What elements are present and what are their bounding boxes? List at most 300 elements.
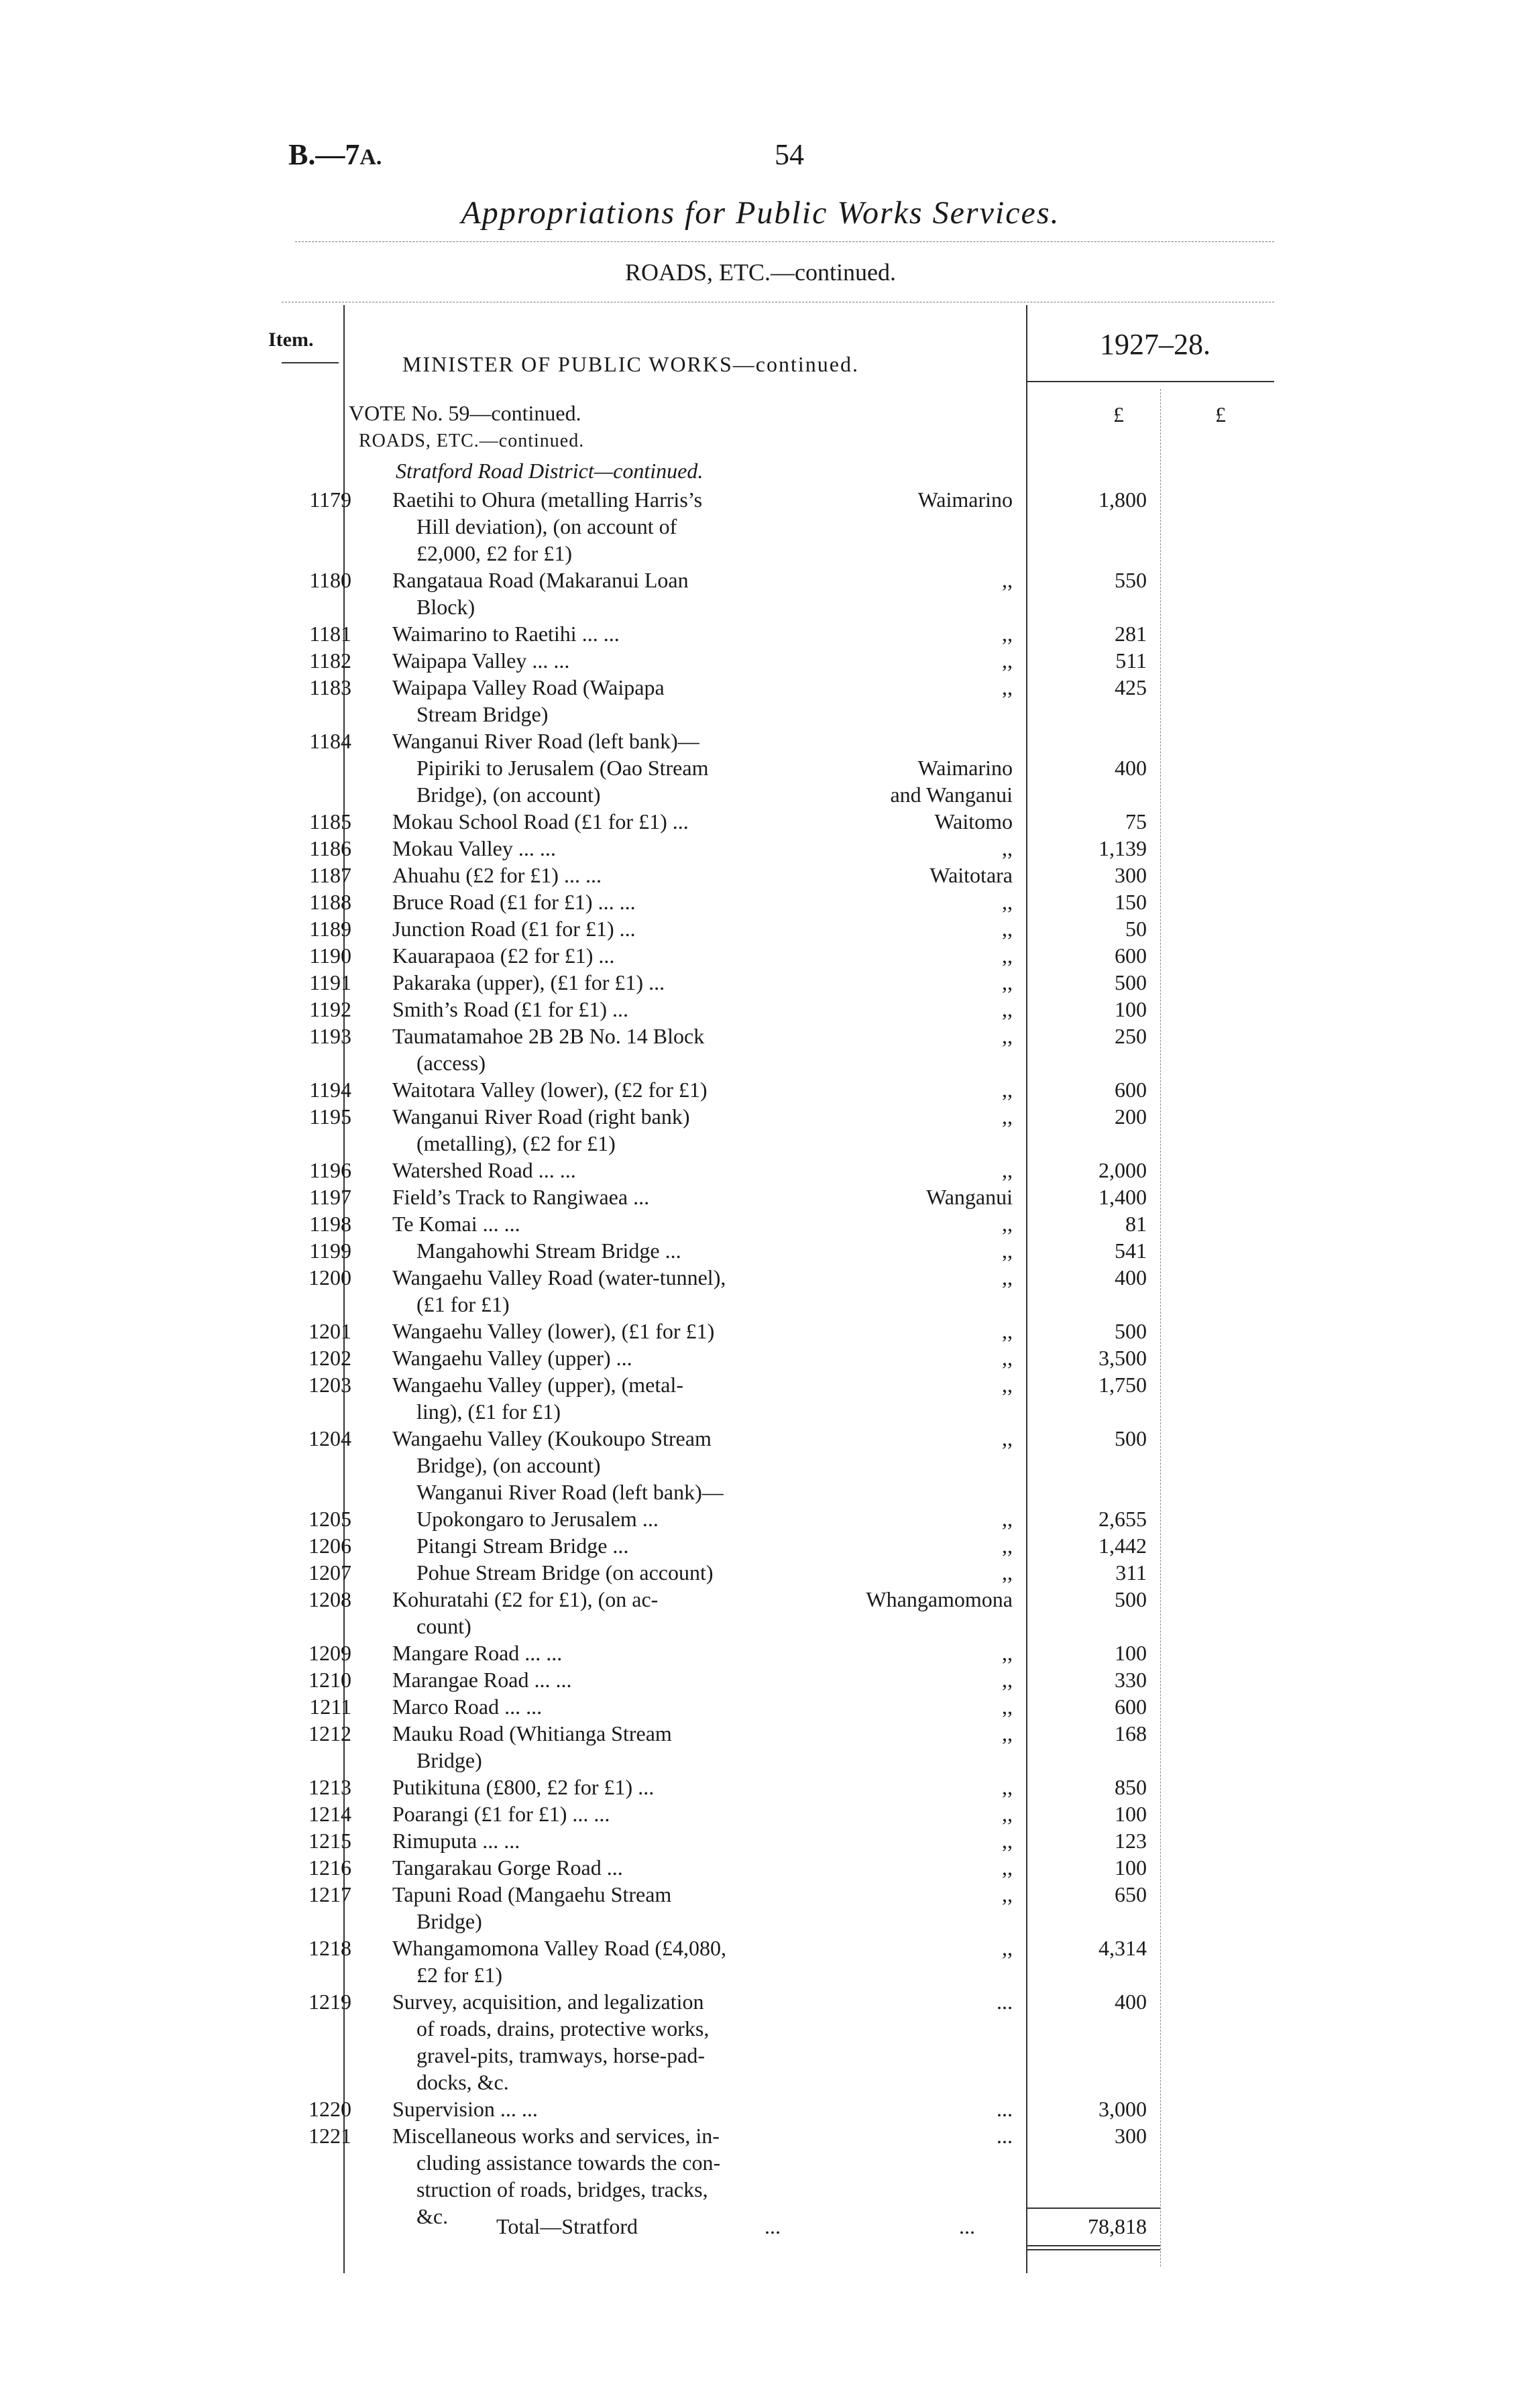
description-line: £2,000, £2 for £1)	[416, 541, 572, 565]
electoral-district	[845, 620, 1013, 647]
item-number: 1212	[308, 1721, 351, 1745]
electoral-district	[845, 888, 1013, 915]
district-line: ,,	[1002, 1695, 1013, 1719]
amount: 200	[1115, 1104, 1147, 1129]
electoral-district	[845, 1184, 1013, 1210]
electoral-district	[845, 996, 1013, 1023]
item-number: 1220	[308, 2097, 351, 2121]
item-number: 1181	[309, 622, 351, 646]
amount: 850	[1115, 1775, 1147, 1799]
amount: 500	[1115, 1587, 1147, 1611]
total-double-rule	[1026, 2249, 1160, 2250]
amount: 1,800	[1098, 488, 1147, 512]
description-line: Putikituna (£800, £2 for £1) ...	[392, 1775, 655, 1799]
item-number: 1214	[308, 1802, 351, 1826]
description-line: (metalling), (£2 for £1)	[416, 1131, 616, 1155]
description-line: Block)	[416, 595, 475, 619]
document-code-suffix: A.	[359, 145, 382, 170]
description-line: Mauku Road (Whitianga Stream	[392, 1721, 672, 1745]
item-number: 1182	[309, 648, 351, 673]
item-description	[392, 835, 842, 862]
description-line: Bruce Road (£1 for £1) ... ...	[392, 890, 636, 914]
item-number: 1183	[309, 675, 351, 699]
electoral-district	[845, 862, 1013, 888]
item-description	[392, 1076, 842, 1103]
item-number: 1202	[308, 1346, 351, 1370]
item-description	[392, 2096, 842, 2122]
description-line: (£1 for £1)	[416, 1292, 510, 1316]
description-line: Pipiriki to Jerusalem (Oao Stream	[416, 756, 709, 780]
item-description	[392, 1505, 842, 1532]
electoral-district	[845, 2096, 1013, 2122]
amount: 3,500	[1098, 1346, 1147, 1370]
district-line: Whangamomona	[866, 1587, 1013, 1611]
district-line: ,,	[1002, 890, 1013, 914]
description-line: Junction Road (£1 for £1) ...	[392, 917, 636, 941]
item-number: 1188	[309, 890, 351, 914]
district-line: ,,	[1002, 1560, 1013, 1585]
district-line: Waimarino	[917, 756, 1013, 780]
district-line: ,,	[1002, 943, 1013, 968]
electoral-district	[845, 567, 1013, 593]
item-description	[392, 915, 842, 942]
district-line: ,,	[1002, 622, 1013, 646]
description-line: £2 for £1)	[416, 1963, 502, 1987]
item-number: 1179	[309, 488, 351, 512]
amount: 123	[1115, 1829, 1147, 1853]
electoral-district	[845, 1210, 1013, 1237]
electoral-district	[845, 969, 1013, 996]
district-line: ,,	[1002, 675, 1013, 699]
vote-heading: VOTE No. 59—continued.	[349, 401, 581, 425]
description-line: Tapuni Road (Mangaehu Stream	[392, 1882, 672, 1906]
item-number: 1221	[308, 2124, 351, 2148]
amount: 1,139	[1098, 836, 1147, 860]
electoral-district	[845, 1666, 1013, 1693]
district-line: ,,	[1002, 1158, 1013, 1182]
amount: 600	[1115, 1078, 1147, 1102]
description-line: Taumatamahoe 2B 2B No. 14 Block	[392, 1024, 705, 1048]
description-line: Rimuputa ... ...	[392, 1829, 520, 1853]
district-line: and Wanganui	[890, 783, 1013, 807]
description-line: Upokongaro to Jerusalem ...	[416, 1507, 659, 1531]
amount: 3,000	[1098, 2097, 1147, 2121]
item-description	[392, 1264, 842, 1318]
amount: 500	[1115, 1319, 1147, 1343]
item-description	[392, 1640, 842, 1666]
item-description	[392, 567, 842, 620]
description-line: of roads, drains, protective works,	[416, 2016, 710, 2041]
item-description	[392, 620, 842, 647]
amount: 75	[1125, 809, 1147, 834]
item-description	[392, 1774, 842, 1800]
item-description	[392, 1827, 842, 1854]
item-number: 1187	[309, 863, 351, 887]
item-number: 1205	[308, 1507, 351, 1531]
description-line: count)	[416, 1614, 471, 1638]
item-description	[392, 1559, 842, 1586]
district-line: ,,	[1002, 1507, 1013, 1531]
total-amount: 78,818	[1088, 2214, 1147, 2238]
description-line: Bridge)	[416, 1748, 482, 1772]
electoral-district	[845, 1935, 1013, 1961]
description-line: Survey, acquisition, and legalization	[392, 1990, 704, 2014]
electoral-district	[845, 1371, 1013, 1398]
item-description	[392, 1157, 842, 1184]
item-description	[392, 1237, 842, 1264]
district-line: ,,	[1002, 1721, 1013, 1745]
total-leader-2: ...	[959, 2214, 975, 2238]
electoral-district	[845, 808, 1013, 835]
description-line: Bridge)	[416, 1909, 482, 1933]
item-description	[392, 862, 842, 888]
amount: 1,400	[1098, 1185, 1147, 1209]
description-line: Smith’s Road (£1 for £1) ...	[392, 997, 628, 1021]
district-line: ,,	[1002, 568, 1013, 592]
electoral-district	[845, 1559, 1013, 1586]
electoral-district	[845, 1532, 1013, 1559]
item-number: 1185	[309, 809, 351, 834]
amount: 281	[1115, 622, 1147, 646]
item-description	[392, 888, 842, 915]
item-description	[392, 1318, 842, 1344]
item-number: 1217	[308, 1882, 351, 1906]
electoral-district	[845, 1425, 1013, 1452]
item-number: 1211	[309, 1695, 351, 1719]
amount: 4,314	[1098, 1936, 1147, 1960]
item-description	[392, 942, 842, 969]
year-column-heading: 1927–28.	[1100, 328, 1210, 361]
description-line: Waipapa Valley Road (Waipapa	[392, 675, 665, 699]
district-line: ,,	[1002, 997, 1013, 1021]
amount: 168	[1115, 1721, 1147, 1745]
description-line: Mangahowhi Stream Bridge ...	[416, 1239, 681, 1263]
description-line: Pakaraka (upper), (£1 for £1) ...	[392, 970, 665, 994]
amount: 311	[1115, 1560, 1147, 1585]
total-leader-1: ...	[765, 2214, 781, 2238]
district-line: Wanganui	[926, 1185, 1013, 1209]
page-number: 54	[775, 138, 804, 171]
description-line: Kohuratahi (£2 for £1), (on ac-	[392, 1587, 659, 1611]
item-number: 1210	[308, 1668, 351, 1692]
amount: 100	[1115, 1802, 1147, 1826]
document-code-main: B.—7	[288, 138, 360, 171]
item-number: 1186	[309, 836, 351, 860]
electoral-district	[845, 1693, 1013, 1720]
item-number: 1191	[309, 970, 351, 994]
district-line	[845, 728, 1013, 754]
description-line: Supervision ... ...	[392, 2097, 538, 2121]
amount: 500	[1115, 1426, 1147, 1450]
item-number: 1197	[309, 1185, 351, 1209]
electoral-district	[845, 1988, 1013, 2015]
item-number: 1206	[308, 1534, 351, 1558]
total-label: Total—Stratford	[496, 2214, 638, 2238]
item-description	[392, 808, 842, 835]
description-line: Pitangi Stream Bridge ...	[416, 1534, 629, 1558]
district-line: ,,	[1002, 1534, 1013, 1558]
description-line: Waimarino to Raetihi ... ...	[392, 622, 620, 646]
roads-heading: ROADS, ETC.—continued.	[359, 431, 585, 451]
item-number: 1180	[309, 568, 351, 592]
amount: 330	[1115, 1668, 1147, 1692]
electoral-district	[845, 1344, 1013, 1371]
district-line: ,,	[1002, 1346, 1013, 1370]
district-line: ,,	[1002, 1239, 1013, 1263]
description-line: struction of roads, bridges, tracks,	[416, 2177, 708, 2201]
district-line: ,,	[1002, 1265, 1013, 1289]
district-line: ...	[997, 1990, 1013, 2014]
amount: 400	[1115, 1265, 1147, 1289]
description-line: Mokau School Road (£1 for £1) ...	[392, 809, 689, 834]
amount: 500	[1115, 970, 1147, 994]
electoral-district	[845, 1103, 1013, 1130]
item-description	[392, 1023, 842, 1076]
district-line: Waitotara	[929, 863, 1013, 887]
item-number: 1219	[308, 1990, 351, 2014]
amount: 81	[1125, 1212, 1147, 1236]
electoral-district	[845, 1827, 1013, 1854]
district-line: ,,	[1002, 970, 1013, 994]
item-number: 1194	[309, 1078, 351, 1102]
item-number: 1208	[308, 1587, 351, 1611]
amount: 100	[1115, 1641, 1147, 1665]
description-line: Wangaehu Valley (Koukoupo Stream	[392, 1426, 712, 1450]
item-number: 1192	[309, 997, 351, 1021]
description-line: (access)	[416, 1051, 486, 1075]
electoral-district	[845, 1318, 1013, 1344]
description-line: Mangare Road ... ...	[392, 1641, 563, 1665]
electoral-district	[845, 915, 1013, 942]
description-line: Hill deviation), (on account of	[416, 514, 677, 538]
minister-heading: MINISTER OF PUBLIC WORKS—continued.	[402, 352, 859, 376]
description-line: Rangataua Road (Makaranui Loan	[392, 568, 689, 592]
district-line: ,,	[1002, 1802, 1013, 1826]
item-description	[392, 1425, 842, 1505]
amount: 1,750	[1098, 1373, 1147, 1397]
description-line: Bridge), (on account)	[416, 1453, 601, 1477]
electoral-district	[845, 1720, 1013, 1747]
item-description	[392, 1210, 842, 1237]
district-line: ,,	[1002, 1078, 1013, 1102]
description-line: Wanganui River Road (left bank)—	[392, 729, 699, 753]
description-line: Ahuahu (£2 for £1) ... ...	[392, 863, 602, 887]
electoral-district	[845, 1854, 1013, 1881]
electoral-district	[845, 486, 1013, 513]
item-number: 1198	[309, 1212, 351, 1236]
district-line: ,,	[1002, 1668, 1013, 1692]
district-line: ,,	[1002, 1775, 1013, 1799]
description-line: Wangaehu Valley Road (water-tunnel),	[392, 1265, 726, 1289]
district-line: ,,	[1002, 1882, 1013, 1906]
amount: 541	[1115, 1239, 1147, 1263]
item-number: 1193	[309, 1024, 351, 1048]
electoral-district	[845, 1264, 1013, 1291]
district-line: ,,	[1002, 1024, 1013, 1048]
description-line: Poarangi (£1 for £1) ... ...	[392, 1802, 610, 1826]
item-description	[392, 728, 842, 808]
amount: 100	[1115, 997, 1147, 1021]
description-line: Waipapa Valley ... ...	[392, 648, 570, 673]
description-line: Wangaehu Valley (lower), (£1 for £1)	[392, 1319, 715, 1343]
item-number: 1201	[308, 1319, 351, 1343]
district-line: ,,	[1002, 1104, 1013, 1129]
description-line: Kauarapaoa (£2 for £1) ...	[392, 943, 615, 968]
item-number: 1190	[309, 943, 351, 968]
description-line: Wangaehu Valley (upper), (metal-	[392, 1373, 683, 1397]
district-line: Waimarino	[917, 488, 1013, 512]
item-description	[392, 969, 842, 996]
description-line: Whangamomona Valley Road (£4,080,	[392, 1936, 726, 1960]
district-line: ,,	[1002, 1373, 1013, 1397]
electoral-district	[845, 1881, 1013, 1908]
amount: 425	[1115, 675, 1147, 699]
item-description	[392, 996, 842, 1023]
amount: 600	[1115, 943, 1147, 968]
amount: 100	[1115, 1855, 1147, 1880]
description-line: Marangae Road ... ...	[392, 1668, 572, 1692]
amount: 2,655	[1098, 1507, 1147, 1531]
description-line: Pohue Stream Bridge (on account)	[416, 1560, 714, 1585]
amount: 2,000	[1098, 1158, 1147, 1182]
electoral-district	[845, 942, 1013, 969]
item-number: 1203	[308, 1373, 351, 1397]
item-description	[392, 1988, 842, 2096]
description-line: Wangaehu Valley (upper) ...	[392, 1346, 632, 1370]
item-description	[392, 1881, 842, 1935]
item-description	[392, 1854, 842, 1881]
description-line: Miscellaneous works and services, in-	[392, 2124, 720, 2148]
item-description	[392, 1586, 842, 1640]
item-description	[392, 1184, 842, 1210]
description-line: Mokau Valley ... ...	[392, 836, 556, 860]
amount: 150	[1115, 890, 1147, 914]
district-line: ...	[997, 2097, 1013, 2121]
description-line: Wanganui River Road (left bank)—	[416, 1480, 724, 1504]
item-description	[392, 1693, 842, 1720]
description-line: cluding assistance towards the con-	[416, 2151, 721, 2175]
district-line: ,,	[1002, 1426, 1013, 1450]
description-line: Tangarakau Gorge Road ...	[392, 1855, 623, 1880]
item-description	[392, 1800, 842, 1827]
item-number: 1196	[309, 1158, 351, 1182]
amount: 1,442	[1098, 1534, 1147, 1558]
description-line: Raetihi to Ohura (metalling Harris’s	[392, 488, 703, 512]
description-line: Marco Road ... ...	[392, 1695, 543, 1719]
district-line: ,,	[1002, 1319, 1013, 1343]
item-description	[392, 1344, 842, 1371]
district-line: ,,	[1002, 1641, 1013, 1665]
description-line: gravel-pits, tramways, horse-pad-	[416, 2043, 706, 2067]
amount: 300	[1115, 2124, 1147, 2148]
amount: 600	[1115, 1695, 1147, 1719]
currency-symbol-col2: £	[1215, 402, 1226, 426]
section-subtitle: ROADS, ETC.—continued.	[625, 259, 896, 286]
description-line: Bridge), (on account)	[416, 783, 601, 807]
district-line: ,,	[1002, 1936, 1013, 1960]
item-number: 1218	[308, 1936, 351, 1960]
item-number: 1184	[309, 729, 351, 753]
item-description	[392, 1666, 842, 1693]
item-number: 1195	[309, 1104, 351, 1129]
district-line: ...	[997, 2124, 1013, 2148]
electoral-district	[845, 835, 1013, 862]
description-line: Watershed Road ... ...	[392, 1158, 576, 1182]
electoral-district	[845, 1076, 1013, 1103]
item-number: 1207	[308, 1560, 351, 1585]
description-line: Wanganui River Road (right bank)	[392, 1104, 690, 1129]
electoral-district	[845, 1157, 1013, 1184]
amount: 300	[1115, 863, 1147, 887]
item-number: 1213	[308, 1775, 351, 1799]
item-number: 1204	[308, 1426, 351, 1450]
electoral-district	[845, 1237, 1013, 1264]
item-number: 1199	[309, 1239, 351, 1263]
electoral-district	[845, 1023, 1013, 1049]
district-line: ,,	[1002, 1855, 1013, 1880]
item-number: 1200	[308, 1265, 351, 1289]
description-line: Field’s Track to Rangiwaea ...	[392, 1185, 650, 1209]
description-line: &c.	[416, 2204, 449, 2228]
electoral-district	[845, 728, 1013, 808]
item-description	[392, 647, 842, 674]
electoral-district	[845, 1800, 1013, 1827]
district-line: ,,	[1002, 917, 1013, 941]
district-line: ,,	[1002, 1829, 1013, 1853]
electoral-district	[845, 2122, 1013, 2149]
electoral-district	[845, 1640, 1013, 1666]
description-line: Stream Bridge)	[416, 702, 549, 726]
district-line: ,,	[1002, 648, 1013, 673]
item-description	[392, 1720, 842, 1774]
district-line: Waitomo	[934, 809, 1013, 834]
electoral-district	[845, 1586, 1013, 1613]
district-line: ,,	[1002, 1212, 1013, 1236]
item-number: 1209	[308, 1641, 351, 1665]
electoral-district	[845, 1774, 1013, 1800]
page-title: Appropriations for Public Works Services.	[461, 195, 1060, 231]
amount: 400	[1115, 756, 1147, 780]
total-top-rule	[1026, 2208, 1160, 2209]
currency-symbol-col1: £	[1113, 402, 1124, 426]
item-description	[392, 674, 842, 728]
item-description	[392, 1532, 842, 1559]
district-line: ,,	[1002, 836, 1013, 860]
district-heading: Stratford Road District—continued.	[396, 459, 703, 483]
description-line: Waitotara Valley (lower), (£2 for £1)	[392, 1078, 708, 1102]
amount: 550	[1115, 568, 1147, 592]
item-description	[392, 1103, 842, 1157]
description-line: docks, &c.	[416, 2070, 509, 2094]
description-line: ling), (£1 for £1)	[416, 1399, 561, 1424]
total-bottom-rule	[1026, 2245, 1160, 2246]
item-description	[392, 1935, 842, 1988]
electoral-district	[845, 647, 1013, 674]
item-number: 1216	[308, 1855, 351, 1880]
item-number: 1215	[308, 1829, 351, 1853]
description-line: Te Komai ... ...	[392, 1212, 520, 1236]
item-column-heading: Item.	[268, 329, 314, 351]
electoral-district	[845, 674, 1013, 701]
item-description	[392, 486, 842, 567]
amount: 511	[1115, 648, 1147, 673]
item-number: 1189	[309, 917, 351, 941]
electoral-district	[845, 1505, 1013, 1532]
amount: 650	[1115, 1882, 1147, 1906]
amount: 250	[1115, 1024, 1147, 1048]
amount: 400	[1115, 1990, 1147, 2014]
amount: 50	[1125, 917, 1147, 941]
